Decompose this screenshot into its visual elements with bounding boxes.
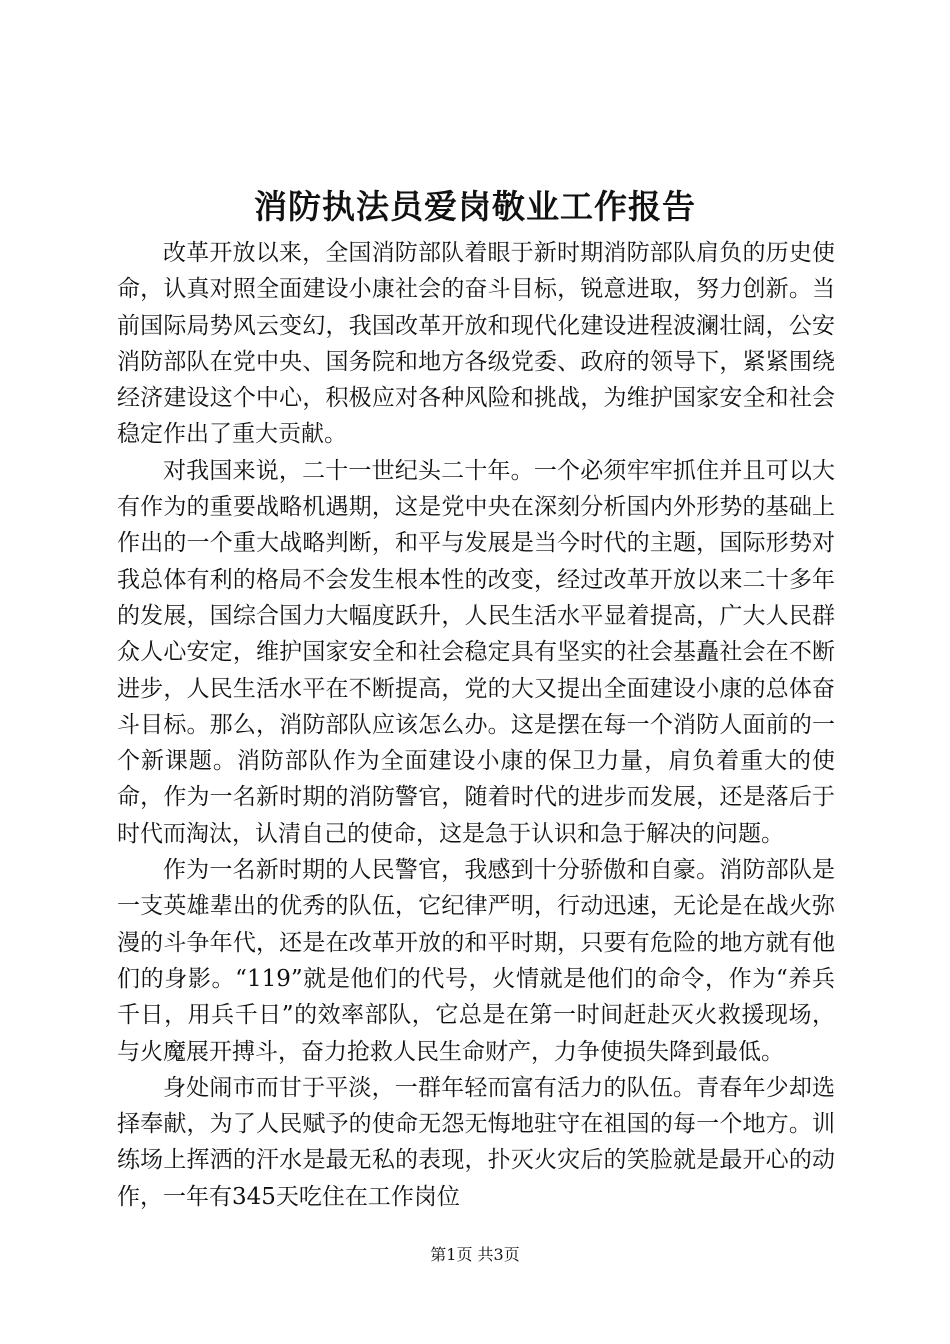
paragraph-2: 对我国来说，二十一世纪头二十年。一个必须牢牢抓住并且可以大有作为的重要战略机遇期，这是党中央在深刻分析国内外形势的基础上作出的一个重大战略判断，和平与发展是当今时代的主题，国际形势对我总体有利的格局不会发生根本性的改变，经过改革开放以来二十多年的发展，国综合国力大幅度跃升，人民生活水平显着提高，广大人民群众人心安定，维护国家安全和社会稳定具有坚实的社会基矗社会在不断进步，人民生活水平在不断提高，党的大又提出全面建设小康的总体奋斗目标。那么，消防部队应该怎么办。这是摆在每一个消防人面前的一个新课题。消防部队作为全面建设小康的保卫力量，肩负着重大的使命，作为一名新时期的消防警官，随着时代的进步而发展，还是落后于时代而淘汰，认清自己的使命，这是急于认识和急于解决的问题。 [117, 457, 835, 847]
document-title: 消防执法员爱岗敬业工作报告 [254, 187, 696, 226]
page-footer: 第1页 共3页 [430, 1245, 520, 1264]
paragraph-4: 身处闹市而甘于平淡，一群年轻而富有活力的队伍。青春年少却选择奉献，为了人民赋予的使命无怨无悔地驻守在祖国的每一个地方。训练场上挥洒的汗水是最无私的表现，扑灭火灾后的笑脸就是最开心的动作，一年有345天吃住在工作岗位 [117, 1074, 835, 1210]
document-body [117, 235, 835, 1215]
paragraph-1: 改革开放以来，全国消防部队着眼于新时期消防部队肩负的历史使命，认真对照全面建设小康社会的奋斗目标，锐意进取，努力创新。当前国际局势风云变幻，我国改革开放和现代化建设进程波澜壮阔，公安消防部队在党中央、国务院和地方各级党委、政府的领导下，紧紧围绕经济建设这个中心，积极应对各种风险和挑战，为维护国家安全和社会稳定作出了重大贡献。 [117, 240, 835, 448]
paragraph-3: 作为一名新时期的人民警官，我感到十分骄傲和自豪。消防部队是一支英雄辈出的优秀的队伍，它纪律严明，行动迅速，无论是在战火弥漫的斗争年代，还是在改革开放的和平时期，只要有危险的地方就有他们的身影。“119”就是他们的代号，火情就是他们的命令，作为“养兵千日，用兵千日”的效率部队，它总是在第一时间赶赴灭火救援现场，与火魔展开搏斗，奋力抢救人民生命财产，力争使损失降到最低。 [117, 857, 835, 1065]
